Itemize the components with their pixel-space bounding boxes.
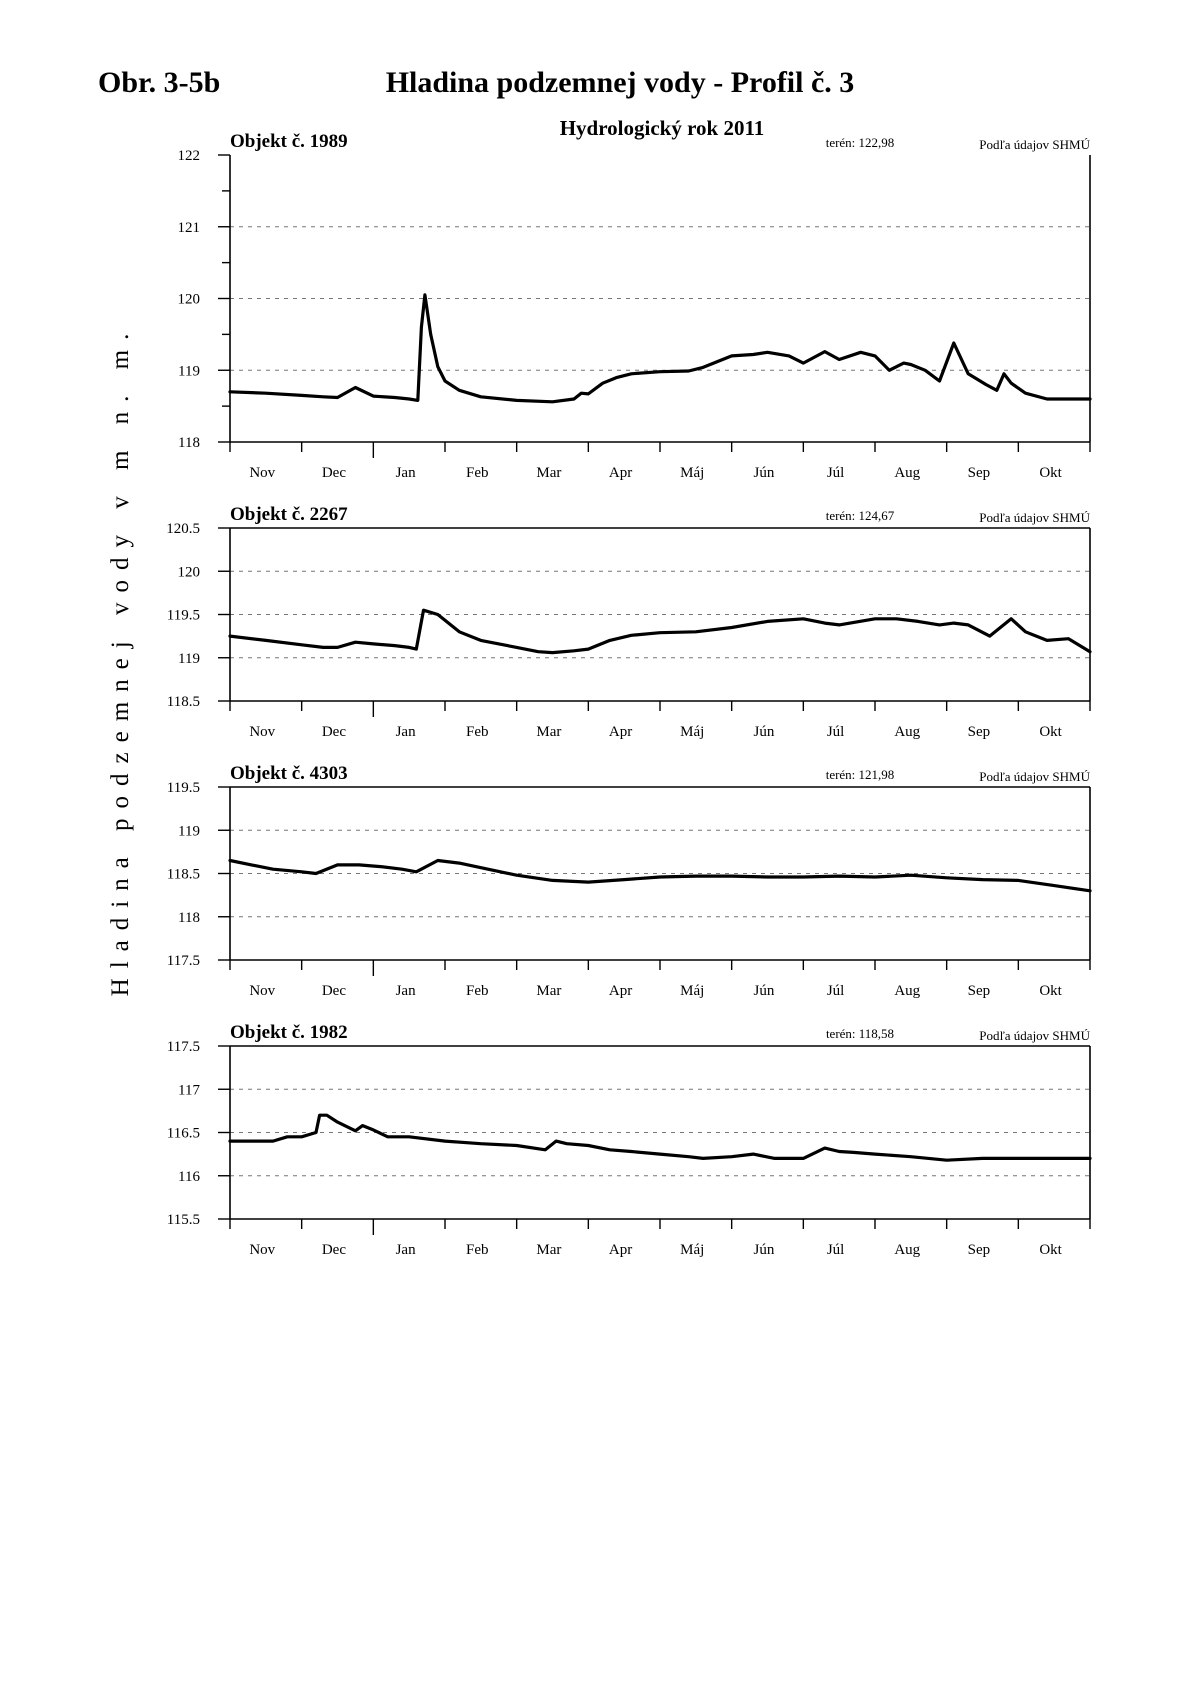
x-tick-label: Nov bbox=[249, 724, 276, 740]
y-tick-label: 119 bbox=[178, 650, 200, 667]
y-tick-label: 120 bbox=[177, 564, 200, 581]
main-title: Hladina podzemnej vody - Profil č. 3 bbox=[385, 66, 855, 99]
chart-panel-4 bbox=[167, 1022, 1091, 1258]
y-tick-label: 118 bbox=[178, 909, 200, 926]
x-tick-label: Aug bbox=[894, 724, 921, 740]
x-tick-label: Apr bbox=[608, 1242, 633, 1258]
x-tick-label: Okt bbox=[1039, 465, 1062, 481]
x-tick-label: Jún bbox=[753, 1242, 775, 1258]
terrain-label: terén: 118,58 bbox=[825, 1026, 895, 1041]
x-tick-label: Apr bbox=[608, 465, 633, 481]
x-tick-label: Jan bbox=[395, 465, 416, 481]
x-tick-label: Feb bbox=[466, 983, 489, 999]
x-tick-label: Apr bbox=[608, 983, 633, 999]
y-tick-label: 119 bbox=[178, 363, 200, 380]
source-label: Podľa údajov SHMÚ bbox=[979, 137, 1090, 152]
x-tick-label: Júl bbox=[826, 465, 845, 481]
y-tick-label: 122 bbox=[177, 148, 200, 164]
x-tick-label: Dec bbox=[321, 983, 346, 999]
chart-panel-2 bbox=[166, 504, 1090, 740]
y-tick-label: 118.5 bbox=[166, 866, 200, 883]
figure-label: Obr. 3-5b bbox=[98, 66, 221, 99]
x-tick-label: Sep bbox=[967, 1242, 991, 1258]
x-tick-label: Mar bbox=[536, 1242, 562, 1258]
panel-title: Objekt č. 4303 bbox=[230, 763, 348, 784]
x-tick-label: Aug bbox=[894, 465, 921, 481]
series-line bbox=[230, 295, 1090, 402]
y-tick-label: 118 bbox=[178, 435, 200, 451]
x-tick-label: Aug bbox=[894, 1242, 921, 1258]
series-line bbox=[230, 1115, 1090, 1160]
series-line bbox=[230, 610, 1090, 652]
x-tick-label: Sep bbox=[967, 983, 991, 999]
x-tick-label: Nov bbox=[249, 983, 276, 999]
terrain-label: terén: 122,98 bbox=[825, 135, 895, 150]
panel-title: Objekt č. 1982 bbox=[230, 1022, 348, 1043]
x-tick-label: Dec bbox=[321, 724, 346, 740]
subtitle: Hydrologický rok 2011 bbox=[559, 116, 765, 140]
source-label: Podľa údajov SHMÚ bbox=[979, 769, 1090, 784]
x-tick-label: Jún bbox=[753, 724, 775, 740]
x-tick-label: Okt bbox=[1039, 1242, 1062, 1258]
x-tick-label: Jún bbox=[753, 465, 775, 481]
x-tick-label: Aug bbox=[894, 983, 921, 999]
x-tick-label: Máj bbox=[680, 465, 705, 481]
x-tick-label: Mar bbox=[536, 465, 562, 481]
x-tick-label: Sep bbox=[967, 724, 991, 740]
x-tick-label: Mar bbox=[536, 983, 562, 999]
panel-title: Objekt č. 2267 bbox=[230, 504, 348, 525]
y-tick-label: 117 bbox=[178, 1082, 200, 1099]
y-tick-label: 121 bbox=[177, 219, 200, 236]
x-tick-label: Máj bbox=[680, 724, 705, 740]
x-tick-label: Júl bbox=[826, 724, 845, 740]
series-line bbox=[230, 861, 1090, 891]
terrain-label: terén: 124,67 bbox=[825, 508, 895, 523]
y-tick-label: 120.5 bbox=[166, 521, 200, 537]
y-tick-label: 118.5 bbox=[166, 694, 200, 710]
x-tick-label: Nov bbox=[249, 1242, 276, 1258]
x-tick-label: Júl bbox=[826, 983, 845, 999]
chart-panel-3 bbox=[167, 763, 1091, 999]
y-tick-label: 117.5 bbox=[166, 953, 200, 969]
x-tick-label: Apr bbox=[608, 724, 633, 740]
terrain-label: terén: 121,98 bbox=[825, 767, 895, 782]
x-tick-label: Sep bbox=[967, 465, 991, 481]
y-tick-label: 119.5 bbox=[166, 780, 200, 796]
x-tick-label: Okt bbox=[1039, 724, 1062, 740]
x-tick-label: Jan bbox=[395, 983, 416, 999]
chart-panel-1 bbox=[178, 131, 1091, 481]
x-tick-label: Jan bbox=[395, 724, 416, 740]
x-tick-label: Jún bbox=[753, 983, 775, 999]
x-tick-label: Feb bbox=[466, 465, 489, 481]
y-tick-label: 115.5 bbox=[166, 1212, 200, 1228]
y-tick-label: 119 bbox=[178, 823, 200, 840]
source-label: Podľa údajov SHMÚ bbox=[979, 510, 1090, 525]
y-axis-label: Hladina podzemnej vody v m n. m. bbox=[107, 323, 134, 997]
y-tick-label: 119.5 bbox=[166, 607, 200, 624]
x-tick-label: Feb bbox=[466, 1242, 489, 1258]
panel-title: Objekt č. 1989 bbox=[230, 131, 348, 152]
charts-group bbox=[166, 131, 1090, 1258]
y-tick-label: 120 bbox=[177, 291, 200, 308]
x-tick-label: Feb bbox=[466, 724, 489, 740]
x-tick-label: Mar bbox=[536, 724, 562, 740]
x-tick-label: Dec bbox=[321, 1242, 346, 1258]
y-tick-label: 116 bbox=[178, 1168, 200, 1185]
y-tick-label: 117.5 bbox=[166, 1039, 200, 1055]
x-tick-label: Jan bbox=[395, 1242, 416, 1258]
x-tick-label: Okt bbox=[1039, 983, 1062, 999]
x-tick-label: Máj bbox=[680, 1242, 705, 1258]
x-tick-label: Máj bbox=[680, 983, 705, 999]
x-tick-label: Júl bbox=[826, 1242, 845, 1258]
x-tick-label: Nov bbox=[249, 465, 276, 481]
x-tick-label: Dec bbox=[321, 465, 346, 481]
y-tick-label: 116.5 bbox=[166, 1125, 200, 1142]
source-label: Podľa údajov SHMÚ bbox=[979, 1028, 1090, 1043]
